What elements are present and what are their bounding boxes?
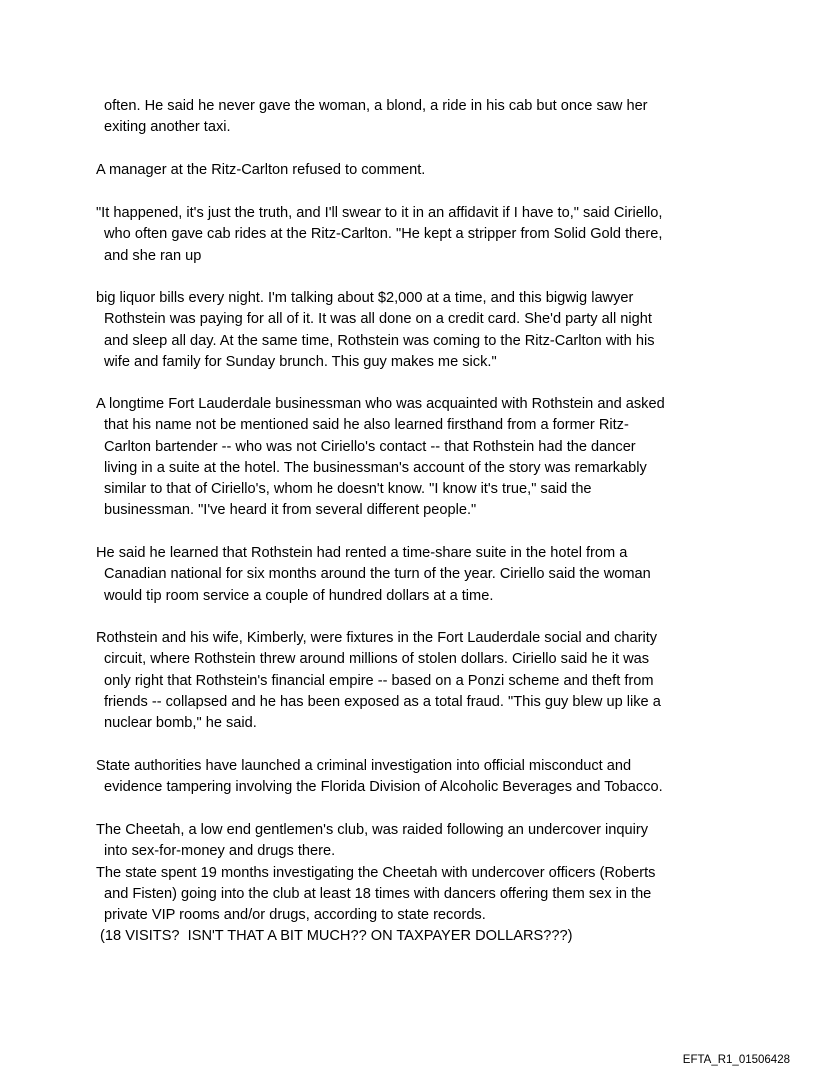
text-line: He said he learned that Rothstein had rented a time-share suite in the hotel from a xyxy=(96,545,628,561)
text-line: A manager at the Ritz-Carlton refused to comment. xyxy=(96,162,426,178)
text-line: businessman. "I've heard it from several different people." xyxy=(104,502,477,519)
paragraph-8 xyxy=(96,756,736,799)
paragraph-3 xyxy=(96,203,736,267)
text-line: only right that Rothstein's financial empire -- based on a Ponzi scheme and theft from xyxy=(104,672,654,689)
text-line: exiting another taxi. xyxy=(104,119,231,136)
text-line: into sex-for-money and drugs there. xyxy=(104,843,336,860)
text-line: big liquor bills every night. I'm talking about $2,000 at a time, and this bigwig lawyer xyxy=(96,290,634,306)
paragraph-4 xyxy=(96,288,736,373)
text-line: often. He said he never gave the woman, a blond, a ride in his cab but once saw her xyxy=(104,98,648,114)
text-line: living in a suite at the hotel. The businessman's account of the story was remarkably xyxy=(104,459,647,476)
document-id-footer: EFTA_R1_01506428 xyxy=(682,1054,790,1066)
text-line: A longtime Fort Lauderdale businessman who was acquainted with Rothstein and asked xyxy=(96,396,665,412)
paragraph-5 xyxy=(96,394,736,522)
text-line: The state spent 19 months investigating the Cheetah with undercover officers (Roberts xyxy=(96,864,656,881)
text-line: Rothstein and his wife, Kimberly, were fixtures in the Fort Lauderdale social and charity xyxy=(96,630,658,646)
text-line: circuit, where Rothstein threw around millions of stolen dollars. Ciriello said he it was xyxy=(104,651,650,668)
text-line: that his name not be mentioned said he also learned firsthand from a former Ritz- xyxy=(104,417,629,434)
text-line: The Cheetah, a low end gentlemen's club, was raided following an undercover inquiry xyxy=(96,822,648,838)
text-line: who often gave cab rides at the Ritz-Carlton. "He kept a stripper from Solid Gold there, xyxy=(104,226,663,243)
paragraph-1 xyxy=(96,96,736,139)
paragraph-9 xyxy=(96,820,736,948)
paragraph-7 xyxy=(96,628,736,734)
text-line: and Fisten) going into the club at least 18 times with dancers offering them sex in the xyxy=(104,885,652,902)
text-line: friends -- collapsed and he has been exposed as a total fraud. "This guy blew up like a xyxy=(104,693,661,710)
text-line: and she ran up xyxy=(104,247,202,264)
text-line: evidence tampering involving the Florida Division of Alcoholic Beverages and Tobacco. xyxy=(104,779,663,796)
text-line: Rothstein was paying for all of it. It was all done on a credit card. She'd party all night xyxy=(104,311,652,328)
text-line: similar to that of Ciriello's, whom he doesn't know. "I know it's true," said the xyxy=(104,481,592,498)
paragraph-6 xyxy=(96,543,736,607)
text-line: Canadian national for six months around the turn of the year. Ciriello said the woman xyxy=(104,566,651,583)
text-line: "It happened, it's just the truth, and I'll swear to it in an affidavit if I have to," said Ciriello, xyxy=(96,205,663,221)
text-line: State authorities have launched a criminal investigation into official misconduct and xyxy=(96,758,632,774)
text-line: private VIP rooms and/or drugs, according to state records. xyxy=(104,907,486,924)
text-line: and sleep all day. At the same time, Rothstein was coming to the Ritz-Carlton with his xyxy=(104,332,655,349)
text-line: (18 VISITS? ISN'T THAT A BIT MUCH?? ON TAXPAYER DOLLARS???) xyxy=(96,928,573,945)
text-line: Carlton bartender -- who was not Ciriello's contact -- that Rothstein had the dancer xyxy=(104,438,636,455)
text-line: wife and family for Sunday brunch. This guy makes me sick." xyxy=(104,353,497,370)
paragraph-2 xyxy=(96,160,736,181)
text-line: nuclear bomb," he said. xyxy=(104,715,257,732)
text-line: would tip room service a couple of hundred dollars at a time. xyxy=(104,587,494,604)
